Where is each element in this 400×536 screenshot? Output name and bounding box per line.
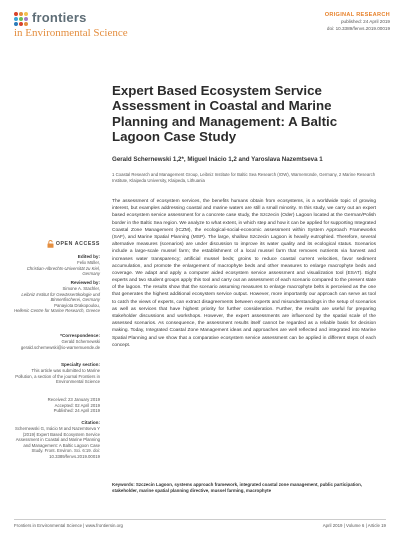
keywords: [112, 482, 378, 494]
reviewed-by-label: Reviewed by:: [70, 280, 100, 285]
citation-text: Schernewski G, Inácio M and Nazemtseva Y (2019) Expert Based Ecosystem Service Assessment in Coastal and Marine Planning and Management: A Baltic Lagoon Case Study. Front. Environ. Sci. 6:19. doi: 10.3389/fenvs.2019.00019: [15, 426, 100, 459]
editor-affiliation: Christian-Albrechts-Universität zu Kiel, Germany: [26, 265, 100, 277]
frontiers-logo-icon: [14, 12, 30, 28]
article-meta: [325, 12, 390, 32]
reviewer-1-name[interactable]: Simone A. Stachler,: [62, 286, 100, 291]
editor-name[interactable]: Felix Müller,: [77, 260, 100, 265]
page-header: [14, 10, 390, 40]
open-access-label: OPEN ACCESS: [55, 241, 100, 247]
reviewer-2-affiliation: Hellenic Centre for Marine Research, Greece: [14, 308, 100, 314]
journal-name: in Environmental Science: [14, 27, 128, 39]
author-affiliations: 1 Coastal Research and Management Group, Leibniz Institute for Baltic Sea Research (IOW), Warnemünde, Germany, 2 Marine Research Institute, Klaipeda University, Klaipeda, Lithuania: [112, 172, 376, 183]
footer-journal-link[interactable]: Frontiers in Environmental Science | www.frontiersin.org: [14, 523, 123, 528]
article-authors: Gerald Schernewski 1,2*, Miguel Inácio 1,2 and Yaroslava Nazemtseva 1: [112, 156, 323, 163]
keywords-list: Szczecin Lagoon, systems approach framework, integrated coastal zone management, public participation, stakeholder, marine spatial planning directive, mussel farming, macrophyte: [112, 482, 363, 494]
specialty-block: [14, 362, 100, 385]
frontiers-logo: [14, 10, 174, 40]
citation-block: [14, 420, 100, 460]
open-access-block: [14, 240, 100, 248]
abstract: The assessment of ecosystem services, the benefits humans obtain from ecosystems, is a worldwide topic of growing interest, but examples addressing coastal and marine waters are still a small minority. In this study, we carry out an expert based ecosystem service assessment for a concrete case study, the Szczecin (Oder) Lagoon located at the German/Polish border in the Baltic Sea region. We analyze to what extent, in which step and how it can be applied for supporting Integrated Coastal Zone Management (ICZM), the ecological-social-economic assessment within System Approach Frameworks (SAF), and Marine Spatial Planning (MSP). The large, shallow Szczecin Lagoon is heavily eutrophied. Therefore, several alternative measures (scenarios) are under discussion to improve its water quality and its ecological status. Scenarios include a large-scale mussel farm; the establishment of a local mussel farm that removes nutrients via harvest and increases water transparency; artificial mussel beds; groins to reduce coastal current velocities, favor sediment accumulation, and promote the enlargement of macrophyte beds and other measures to enlarge macrophyte beds and coverage. We adapt and apply a computer aided ecosystem service assessment and visualization tool (ESAT). Eight experts and two student groups apply this tool and carry out an assessment of each scenario compared to the present state of the lagoon. The results show that the scenario assuming measures to enlarge macrophyte belts is perceived as the one that generates the highest additional ecosystem service output. However, more importantly our approach can serve as tool to catch the views of experts, can extract disagreements between experts and misunderstandings in the setup of scenarios as well as services that have highest priority for further consideration. Further, the results are useful for preparing stakeholder discussions and workshops. However, the expert assessments are influenced by the spatial scale of the assessed scenarios. As consequence, the assessment results itself cannot be regarded as a reliable basis for decision making. Today, Integrated Coastal Zone Management ideas and approaches are well reflected and integrated into Marine Spatial Planning and we show that a comparative ecosystem service assessment can be applied in different steps of each concept.: [112, 199, 376, 348]
citation-label: Citation:: [81, 420, 100, 425]
accepted-date: Accepted: 02 April 2019: [54, 402, 100, 408]
footer-issue-info: April 2019 | Volume 6 | Article 19: [322, 523, 386, 528]
received-date: Received: 23 January 2019: [47, 397, 100, 402]
correspondence-block: [14, 333, 100, 350]
doi-link[interactable]: doi: 10.3389/fenvs.2019.00019: [326, 25, 390, 31]
reviewer-1-affiliation: Leibniz Institut für Gewässerökologie und Binnenfischerei, Germany: [21, 291, 100, 303]
correspondence-email-text[interactable]: gerald.schernewski@io-warnemuende.de: [20, 344, 100, 350]
specialty-label: Specialty section:: [60, 362, 100, 367]
reviewed-by-block: [14, 280, 100, 314]
open-access-badge: [14, 240, 100, 248]
article-title: Expert Based Ecosystem Service Assessment in Coastal and Marine Planning and Management: A Baltic Lagoon Case Study: [112, 83, 338, 145]
logo-name: frontiers: [32, 10, 87, 25]
correspondence-email[interactable]: [14, 345, 100, 351]
specialty-text: This article was submitted to Marine Pollution, a section of the journal Frontiers in Environmental Science: [15, 368, 100, 385]
edited-by-label: Edited by:: [77, 254, 100, 259]
dates-block: [14, 397, 100, 414]
correspondence-name: Gerald Schernewski: [61, 339, 100, 344]
page-footer: [14, 519, 386, 528]
correspondence-label: *Correspondence:: [60, 333, 100, 338]
article-type: ORIGINAL RESEARCH: [324, 12, 390, 18]
reviewer-2-name[interactable]: Panayiota Drakopoulou,: [54, 302, 100, 308]
edited-by-block: [14, 254, 100, 277]
keywords-label: Keywords:: [112, 482, 135, 487]
published-date-sidebar: Published: 24 April 2019: [53, 408, 100, 414]
published-date: published: 24 April 2019: [340, 18, 390, 24]
open-lock-icon: [47, 240, 54, 248]
